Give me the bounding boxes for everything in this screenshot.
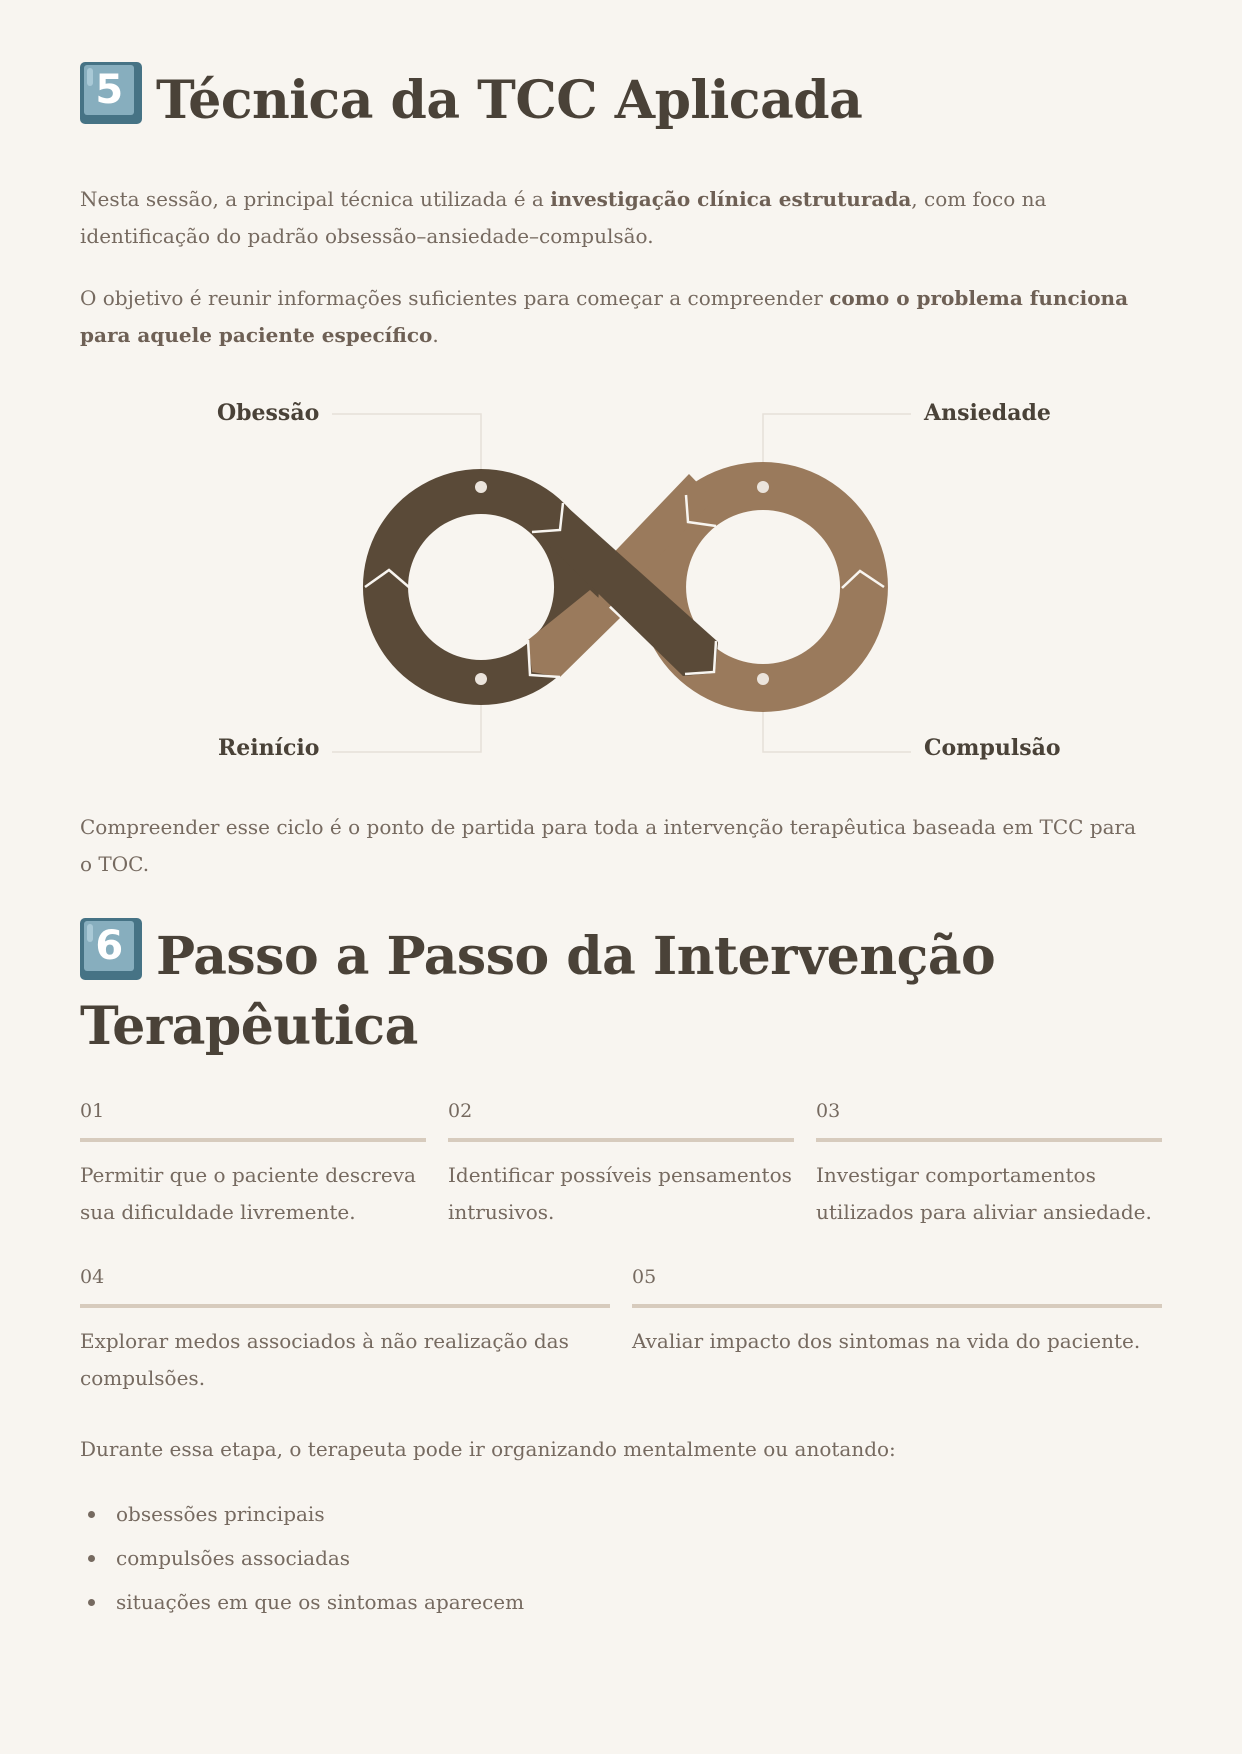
step-item (632, 1264, 1162, 1397)
step-item (816, 1098, 1162, 1231)
step-divider (80, 1304, 610, 1308)
step-text: Investigar comportamentos utilizados para aliviar ansiedade. (816, 1163, 1152, 1224)
steps-row-1 (80, 1098, 1162, 1231)
notes-intro-paragraph: Durante essa etapa, o terapeuta pode ir organizando mentalmente ou anotando: (80, 1437, 896, 1461)
label-anxiety: Ansiedade (924, 400, 1051, 426)
step-divider (80, 1138, 426, 1142)
step-number: 04 (80, 1266, 105, 1288)
step-divider (816, 1138, 1162, 1142)
steps-row-2 (80, 1264, 1162, 1397)
step-number: 03 (816, 1100, 841, 1122)
step-item (80, 1098, 426, 1231)
section-6-heading (80, 918, 1162, 1062)
notes-list (80, 1492, 524, 1624)
section-5-title: Técnica da TCC Aplicada (156, 70, 863, 131)
keycap-6-icon: 6 (80, 918, 142, 980)
emphasis: investigação clínica estruturada (550, 187, 912, 211)
step-item (80, 1264, 610, 1397)
ocd-cycle-infinity-diagram (80, 380, 1162, 780)
step-text: Avaliar impacto dos sintomas na vida do paciente. (632, 1329, 1141, 1353)
list-item: obsessões principais (116, 1492, 524, 1536)
list-item: situações em que os sintomas aparecem (116, 1580, 524, 1624)
intro-paragraph: Nesta sessão, a principal técnica utilizada é a investigação clínica estruturada, com foco na identificação do padrão obsessão–ansiedade–compulsão. (80, 187, 1047, 248)
step-item (448, 1098, 794, 1231)
step-text: Explorar medos associados à não realização das compulsões. (80, 1329, 569, 1390)
step-text: Identificar possíveis pensamentos intrusivos. (448, 1163, 792, 1224)
infinity-loop-icon (80, 380, 1162, 780)
label-restart: Reinício (218, 735, 320, 761)
objective-paragraph: O objetivo é reunir informações suficientes para começar a compreender como o problema funciona para aquele paciente específico. (80, 286, 1129, 347)
label-compulsion: Compulsão (924, 735, 1061, 761)
list-item: compulsões associadas (116, 1536, 524, 1580)
section-5-heading (80, 62, 862, 136)
step-number: 02 (448, 1100, 473, 1122)
label-obsession: Obessão (217, 400, 320, 426)
step-divider (632, 1304, 1162, 1308)
step-number: 05 (632, 1266, 657, 1288)
section-6-title: Passo a Passo da Intervenção Terapêutica (80, 926, 996, 1057)
step-number: 01 (80, 1100, 105, 1122)
step-text: Permitir que o paciente descreva sua dificuldade livremente. (80, 1163, 416, 1224)
step-divider (448, 1138, 794, 1142)
keycap-5-icon: 5 (80, 62, 142, 124)
emphasis: como o problema funciona para aquele paciente específico (80, 286, 1129, 347)
cycle-summary-paragraph: Compreender esse ciclo é o ponto de partida para toda a intervenção terapêutica baseada em TCC para o TOC. (80, 815, 1137, 876)
